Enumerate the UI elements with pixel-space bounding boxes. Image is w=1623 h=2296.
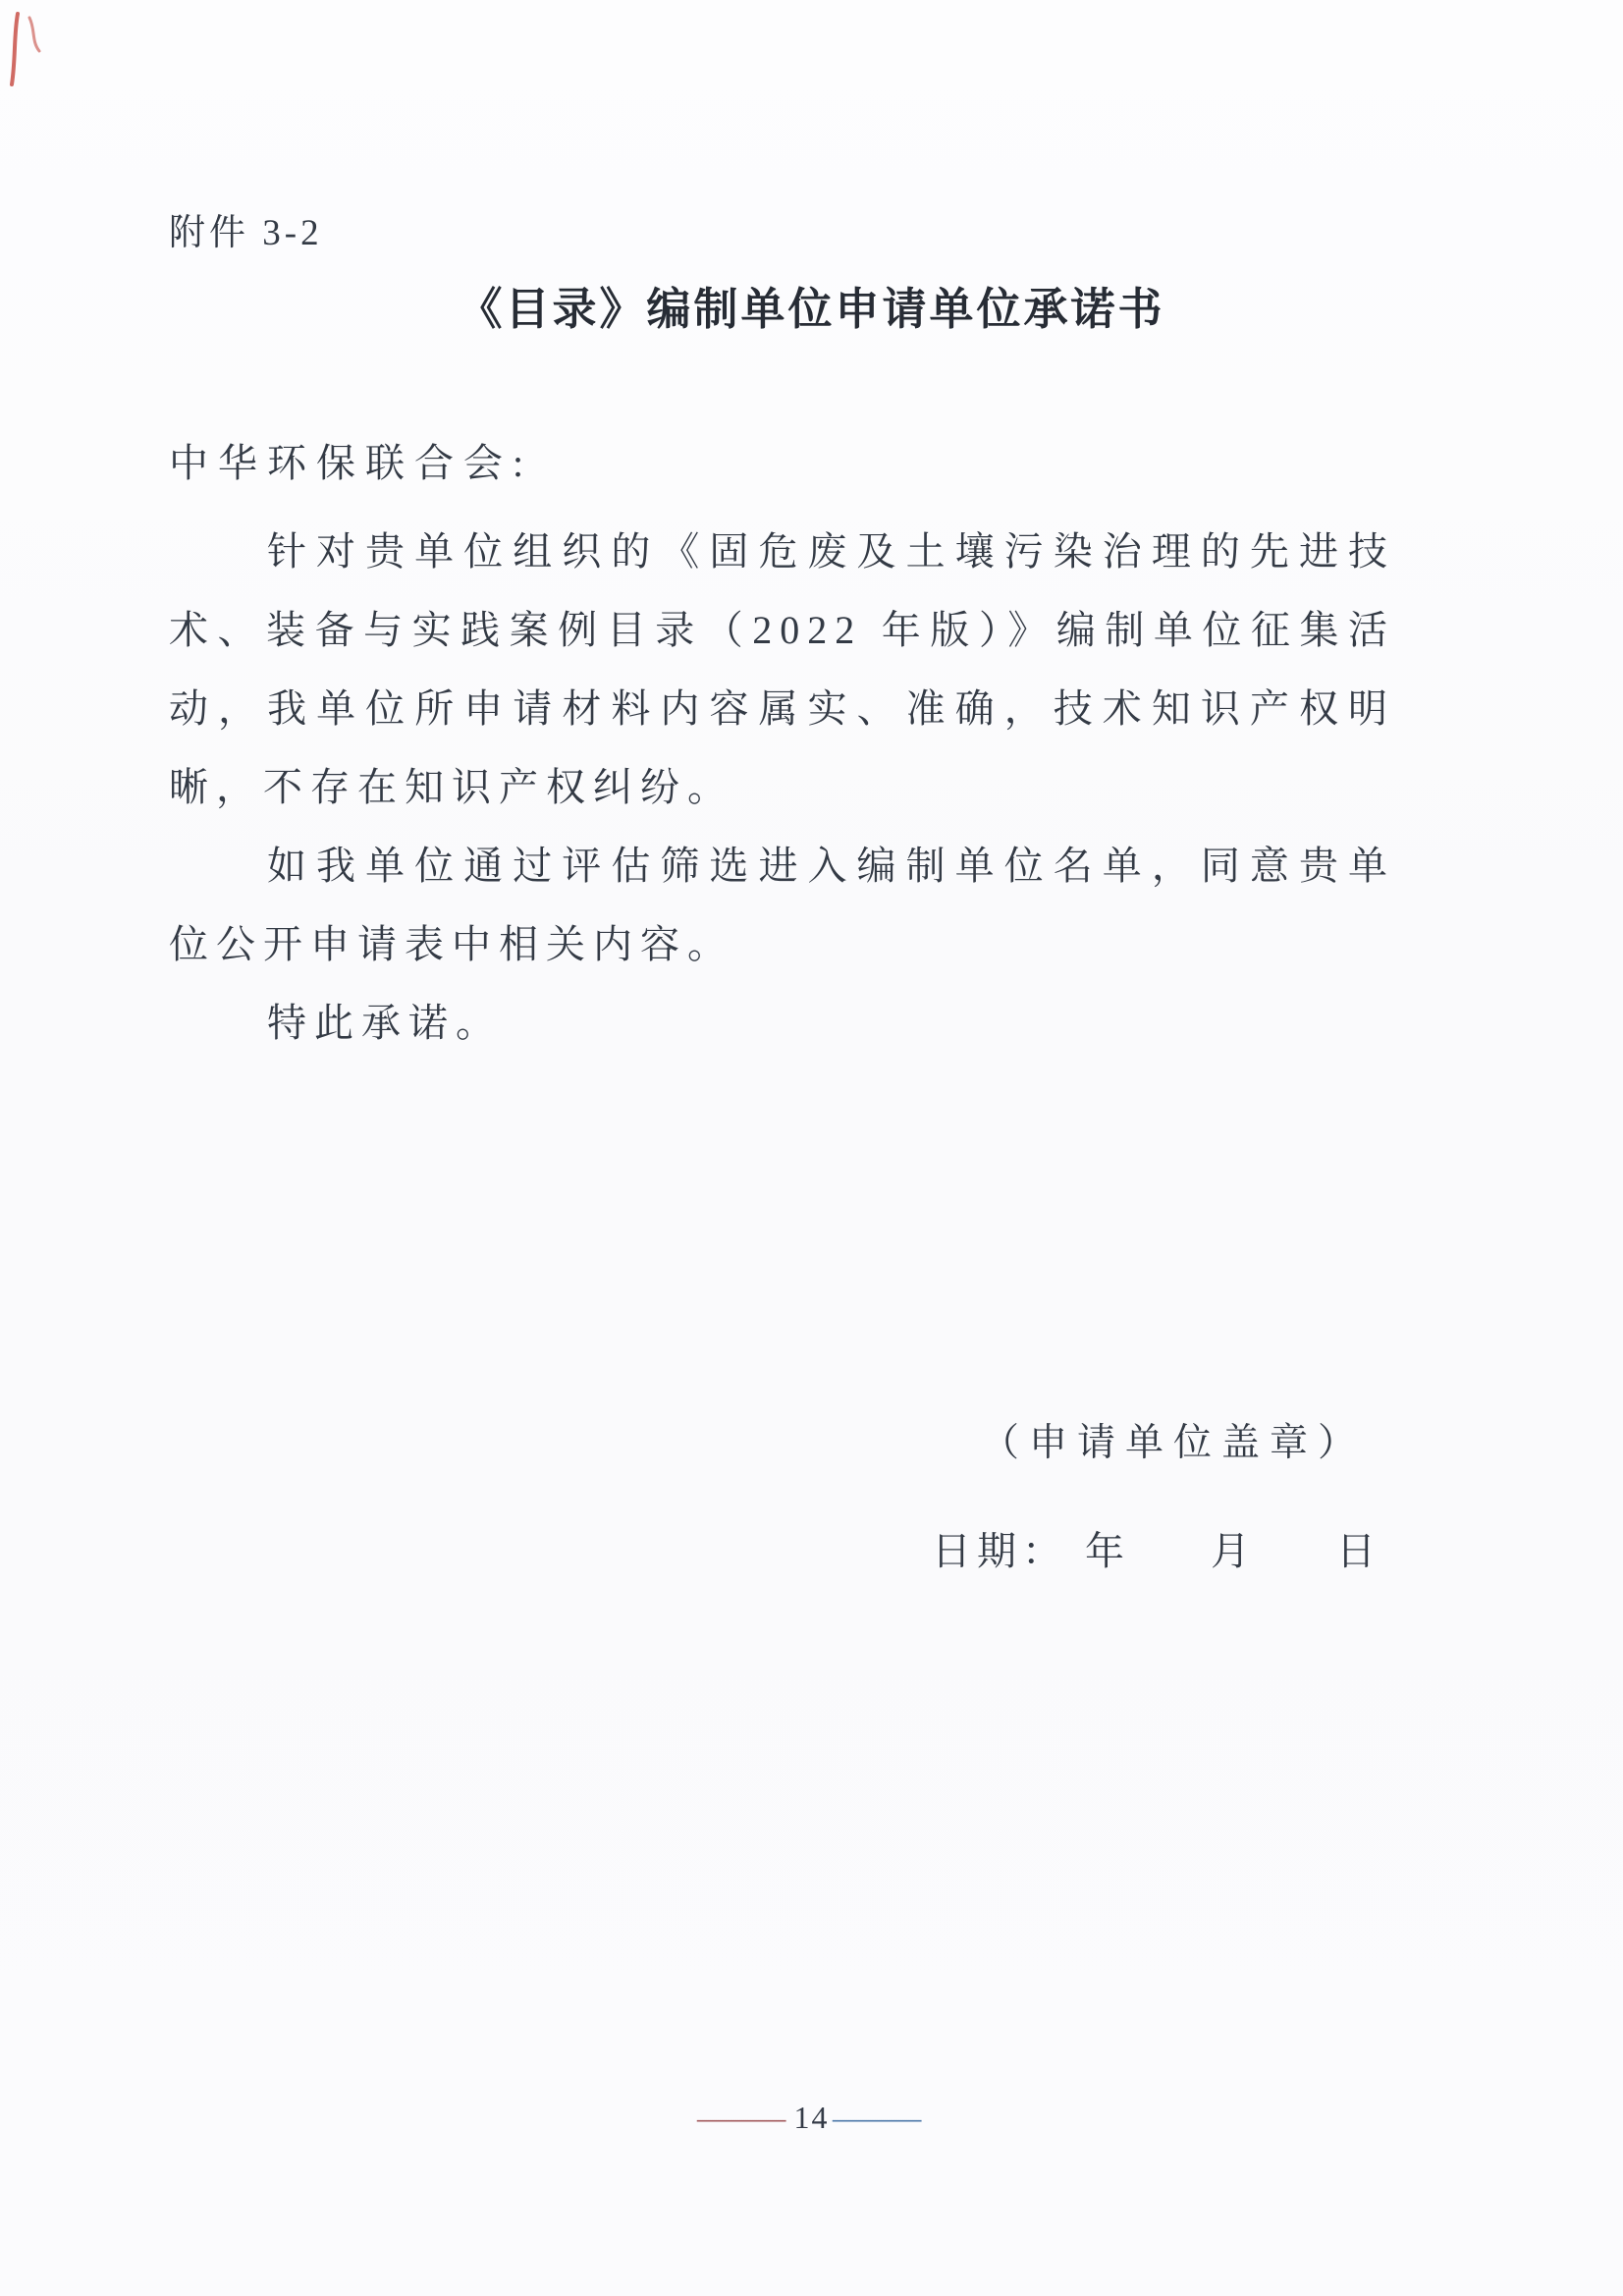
page-footer xyxy=(0,2100,1623,2136)
date-line xyxy=(932,1520,1381,1576)
attachment-label: 附件 3-2 xyxy=(169,213,323,253)
scan-artifact-mark xyxy=(6,8,75,106)
body-paragraph: 如我单位通过评估筛选进入编制单位名单，同意贵单位公开申请表中相关内容。 xyxy=(169,844,1395,966)
body-paragraph: 针对贵单位组织的《固危废及土壤污染治理的先进技术、装备与实践案例目录（2022 年版）》编制单位征集活动，我单位所申请材料内容属实、准确，技术知识产权明晰，不存在知识产权纠纷。 xyxy=(169,529,1395,809)
date-day-label: 日 xyxy=(1336,1529,1381,1573)
footer-dash-left: — xyxy=(696,2100,791,2135)
document-title: 《目录》编制单位申请单位承诺书 xyxy=(458,284,1165,334)
date-month-label: 月 xyxy=(1211,1529,1256,1573)
date-year-label: 年 xyxy=(1085,1529,1130,1573)
footer-dash-right: — xyxy=(832,2100,927,2135)
seal-note: （申请单位盖章） xyxy=(980,1422,1366,1464)
date-label: 日期： xyxy=(932,1529,1067,1573)
document-body xyxy=(169,424,1395,1063)
body-paragraph: 特此承诺。 xyxy=(267,1001,503,1045)
page-number: 14 xyxy=(793,2100,830,2135)
salutation: 中华环保联合会: xyxy=(169,441,534,485)
